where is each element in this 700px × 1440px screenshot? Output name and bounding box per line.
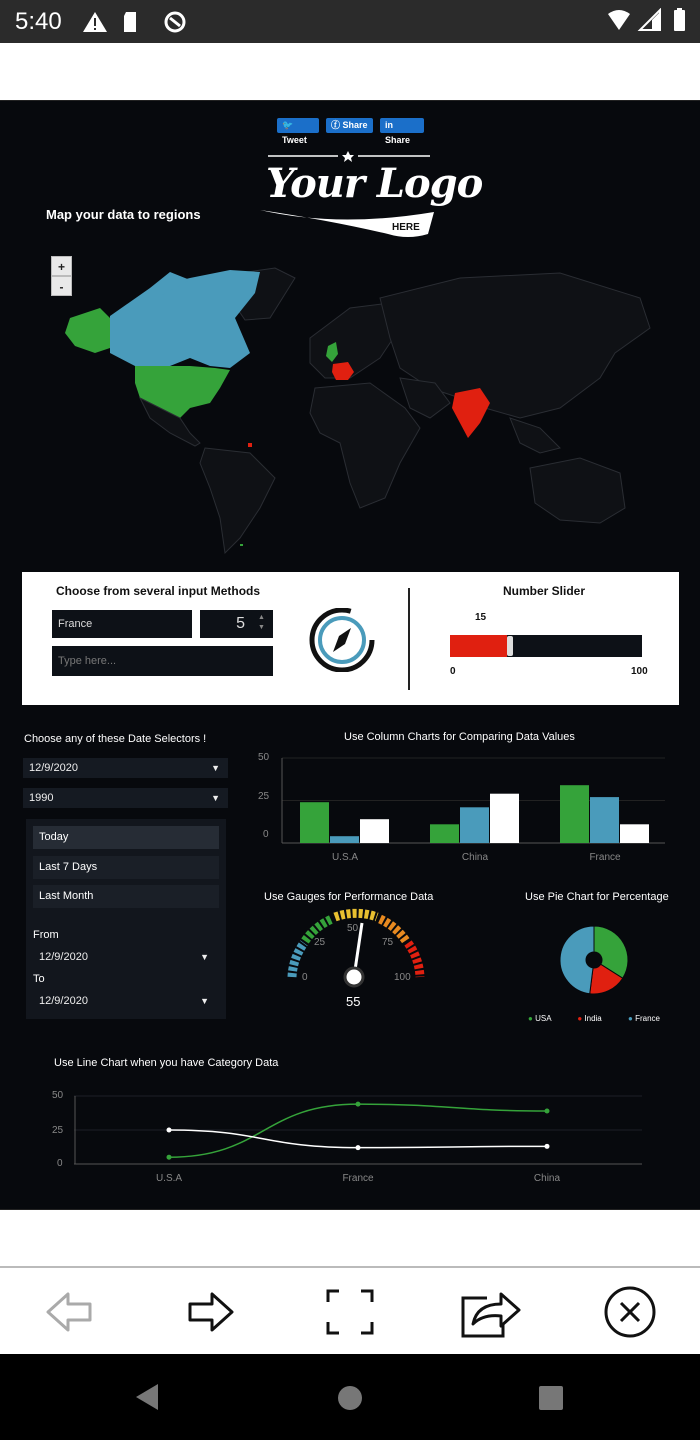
column-chart [280,750,670,860]
status-bar [0,0,700,43]
line-x-tick: China [533,1173,561,1184]
slider-handle[interactable] [507,636,513,656]
column-x-tick: France [589,852,621,860]
system-icons [606,8,688,34]
line-point [167,1128,172,1133]
facebook-icon: ⓕ [331,120,343,130]
column-x-tick: U.S.A [331,852,359,860]
year-picker[interactable]: 1990 ▼ [23,788,228,808]
slider-track[interactable] [450,635,642,657]
today-button[interactable]: Today [33,826,219,849]
country-select[interactable]: France [52,610,192,638]
from-label: From [33,929,59,941]
slider-max: 100 [631,666,648,677]
system-back-icon[interactable] [132,1382,162,1412]
back-arrow-icon[interactable] [44,1288,96,1336]
date-picker[interactable]: 12/9/2020 ▼ [23,758,228,778]
line-point [356,1102,361,1107]
last-month-button[interactable]: Last Month [33,885,219,908]
system-recents-icon[interactable] [538,1385,564,1411]
gauge-tick: 50 [347,923,359,934]
line-x-tick: France [342,1173,374,1184]
line-chart [74,1090,644,1190]
twitter-icon: 🐦 [282,120,294,130]
column-bar [620,824,649,843]
column-y-tick: 25 [258,791,270,802]
column-chart-title: Use Column Charts for Comparing Data Values [344,731,575,743]
status-time: 5:40 [15,8,62,35]
number-stepper-icon[interactable]: ▲ ▼ [258,614,265,631]
logo-text: Your Logo [266,160,483,207]
slider-fill [450,635,507,657]
tweet-button[interactable]: 🐦 Tweet [277,118,319,133]
linkedin-share-button[interactable]: in Share [380,118,424,133]
column-y-tick: 0 [263,829,269,840]
gauge-title: Use Gauges for Performance Data [264,891,434,903]
column-bar [360,819,389,843]
column-y-tick: 50 [258,752,270,763]
zoom-out-button[interactable]: - [51,276,72,296]
linkedin-icon: in [385,120,393,130]
input-methods-panel [22,572,679,705]
map-title: Map your data to regions [46,207,201,222]
number-input[interactable]: 5 [200,610,273,638]
zoom-in-button[interactable]: + [51,256,72,276]
from-date-picker[interactable]: 12/9/2020 ▼ [33,947,217,967]
caret-down-icon: ▼ [211,793,220,803]
system-home-icon[interactable] [336,1384,364,1412]
pie-chart [558,924,630,996]
line-x-tick: U.S.A [155,1173,183,1184]
legend-dot: ● [528,1014,533,1023]
to-date-picker[interactable]: 12/9/2020 ▼ [33,991,217,1011]
line-point [356,1145,361,1150]
column-bar [300,802,329,843]
caret-down-icon: ▼ [200,996,209,1006]
pie-hole [586,952,602,968]
date-selectors-title: Choose any of these Date Selectors ! [24,733,207,745]
bottom-nav [0,1266,700,1356]
system-nav-bar [0,1354,700,1440]
facebook-share-button[interactable]: ⓕ Share [326,118,373,133]
line-point [545,1108,550,1113]
world-map[interactable] [40,258,670,558]
slider-value: 15 [475,612,487,623]
caret-down-icon: ▼ [211,763,220,773]
line-point [545,1144,550,1149]
column-bar [430,824,459,843]
last-7-days-button[interactable]: Last 7 Days [33,856,219,879]
column-bar [460,807,489,843]
caret-down-icon: ▼ [200,952,209,962]
fullscreen-icon[interactable] [325,1288,375,1336]
text-input[interactable]: Type here... [52,646,273,676]
line-chart-title: Use Line Chart when you have Category Data [54,1057,279,1069]
legend-dot: ● [577,1014,583,1023]
gauge-tick: 0 [302,972,308,983]
line-point [167,1155,172,1160]
gauge-value: 55 [346,994,361,1009]
line-y-tick: 50 [52,1090,64,1101]
legend-dot: ● [628,1014,633,1023]
column-bar [490,794,519,843]
share-icon[interactable] [457,1284,523,1340]
column-bar [330,836,359,843]
date-range-panel [26,819,226,1019]
column-bar [560,785,589,843]
logo-sub-text: HERE [392,222,420,233]
compass-icon [307,608,377,672]
line-y-tick: 25 [52,1125,64,1136]
forward-arrow-icon[interactable] [184,1288,236,1336]
to-label: To [33,973,45,985]
pie-legend: ● USA ● India ● France [528,1014,660,1023]
pie-title: Use Pie Chart for Percentage [525,891,669,903]
gauge-tick: 75 [382,937,394,948]
notification-icons [82,10,192,34]
slider-title: Number Slider [503,584,586,598]
input-methods-title: Choose from several input Methods [56,584,261,598]
panel-divider [408,588,410,690]
column-bar [590,797,619,843]
gauge-tick: 100 [394,972,411,983]
column-x-tick: China [461,852,489,860]
close-icon[interactable] [602,1284,658,1340]
slider-min: 0 [450,666,456,677]
line-y-tick: 0 [57,1158,63,1169]
line-series [169,1130,547,1148]
gauge-tick: 25 [314,937,326,948]
